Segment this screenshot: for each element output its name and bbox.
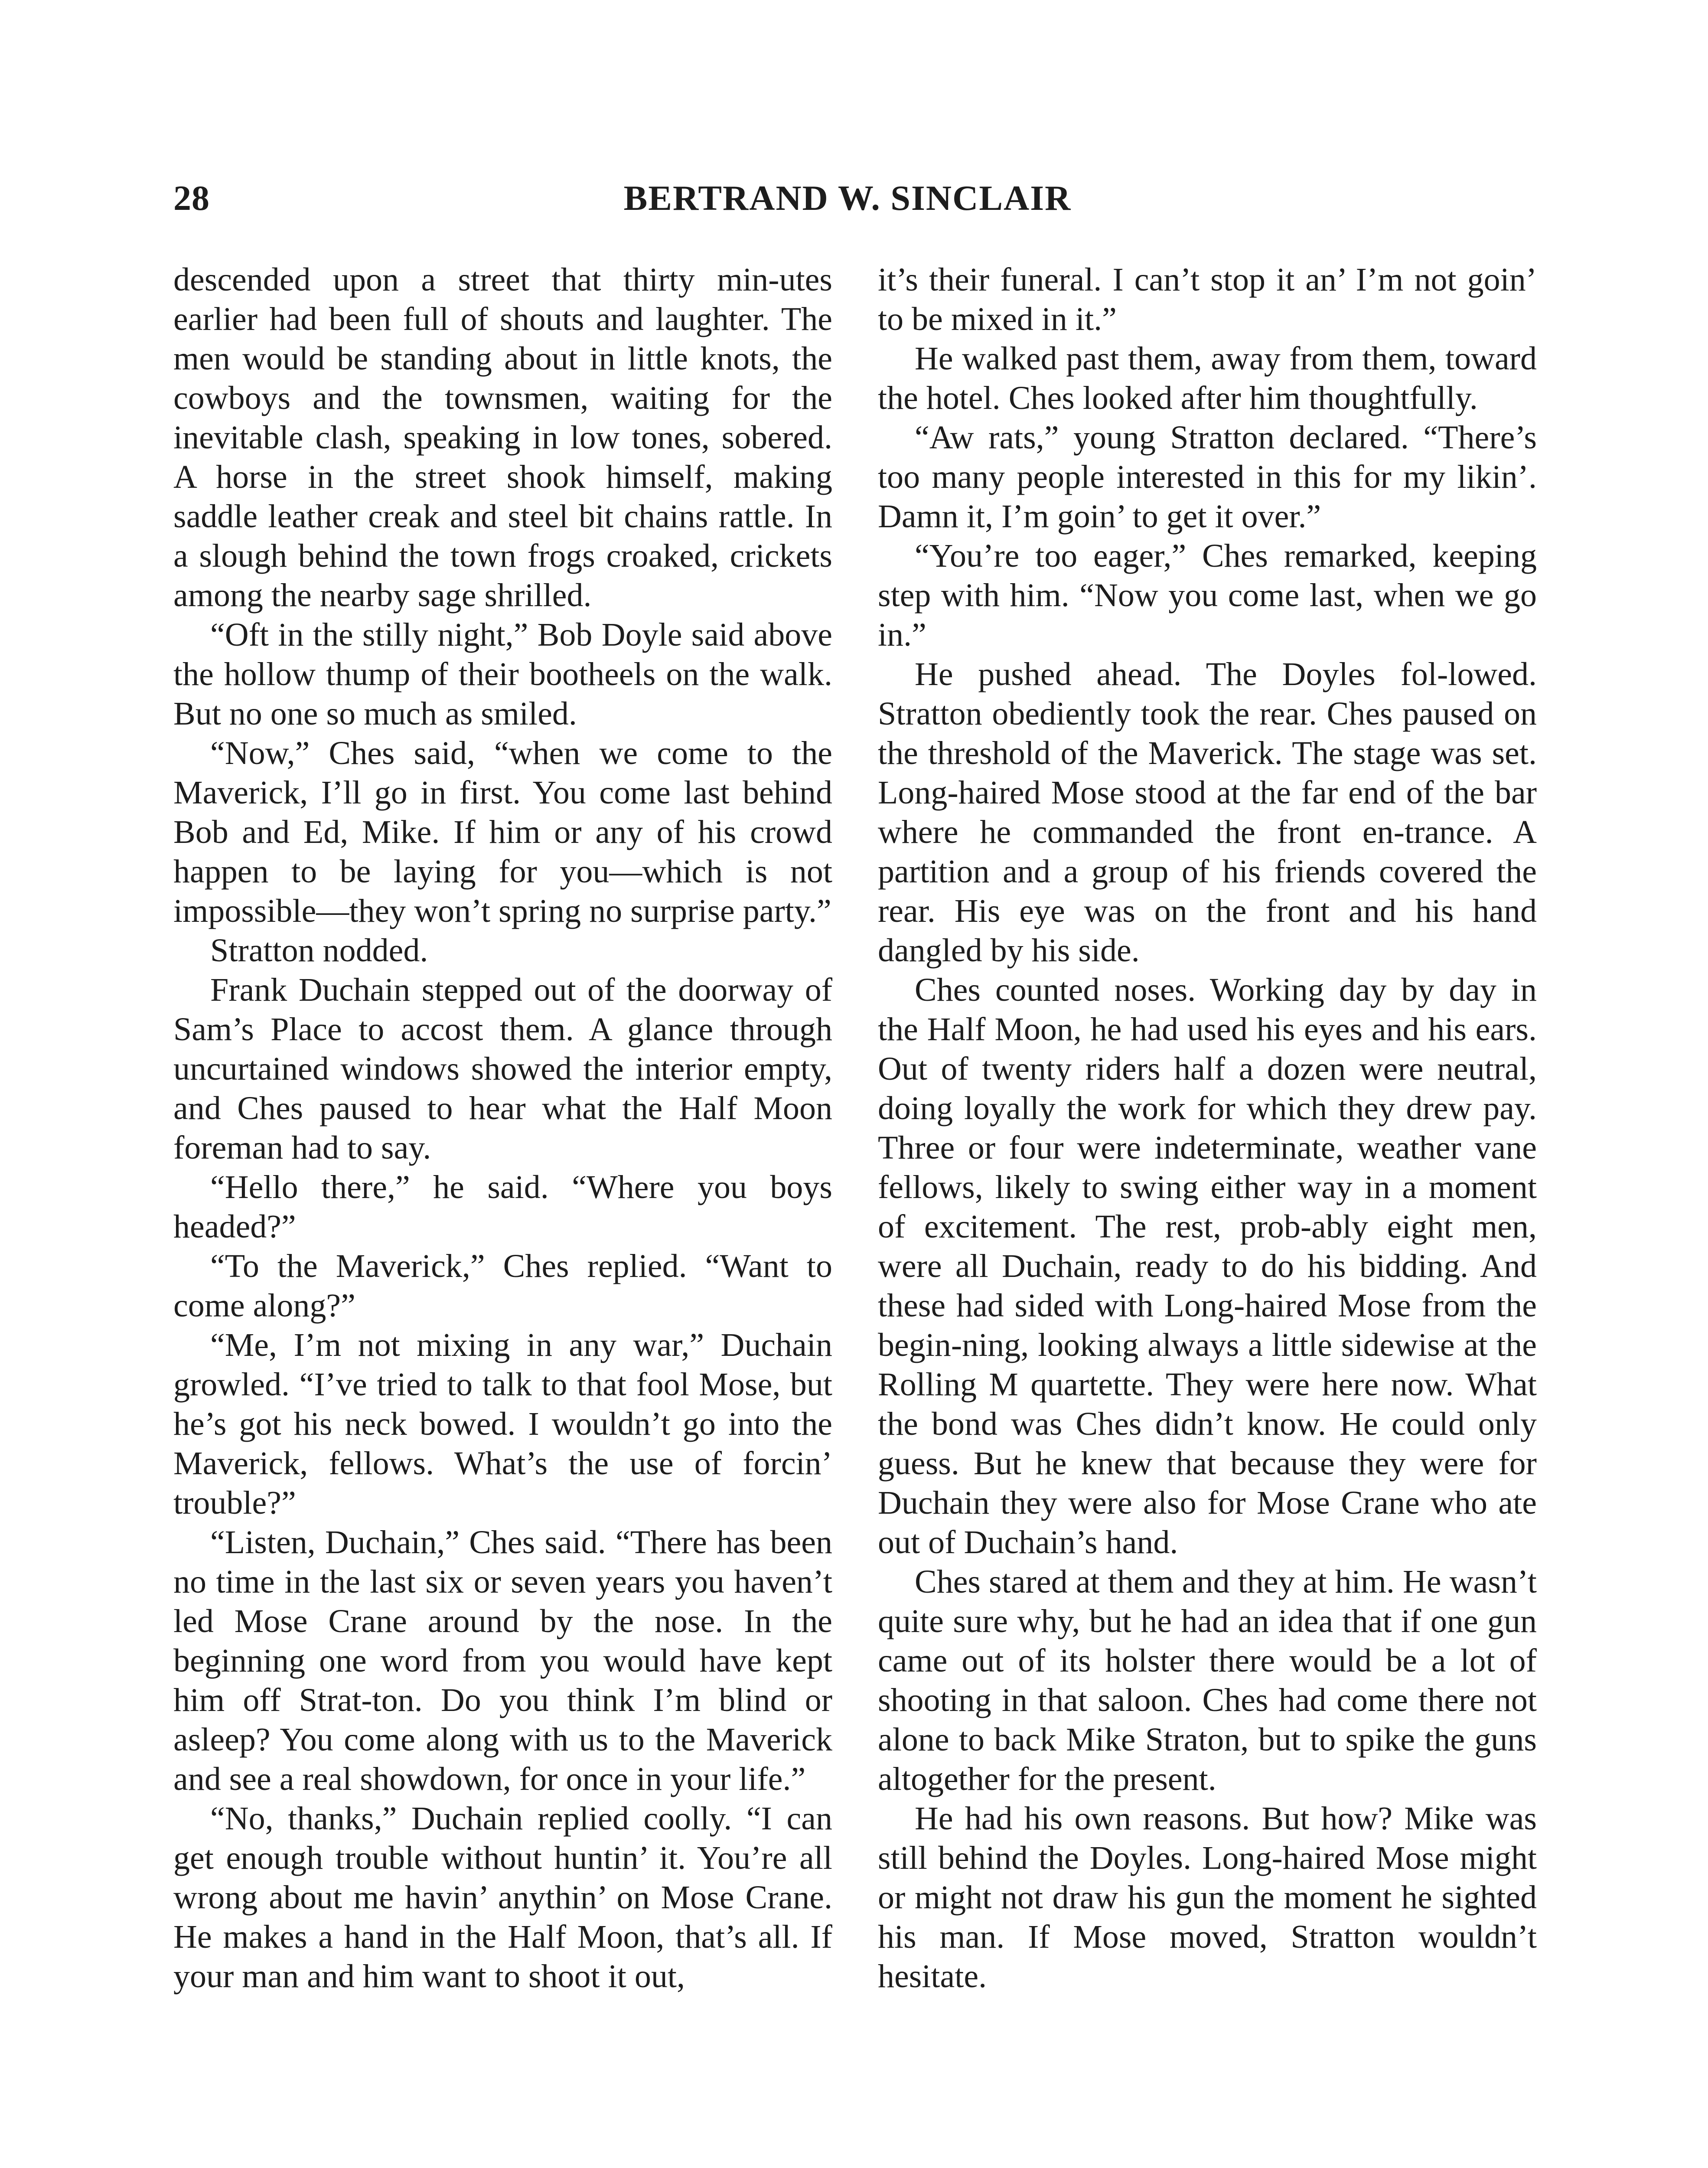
paragraph: it’s their funeral. I can’t stop it an’ I’m not goin’ to be mixed in it.” [878,261,1537,337]
paragraph: Stratton nodded. [210,932,428,969]
left-column [173,260,832,1996]
paragraph: Ches counted noses. Working day by day in the Half Moon, he had used his eyes and his ears. Out of twenty riders half a dozen were neutral, doing loyally the work for which they drew pay. Three or four were indeterminate, weather vane fellows, likely to swing either way in a moment of excitement. The rest, prob-ably eight men, were all Duchain, ready to do his bidding. And these had sided with Long-haired Mose from the begin-ning, looking always a little sidewise at the Rolling M quartette. They were here now. What the bond was Ches didn’t know. He could only guess. But he knew that because they were for Duchain they were also for Mose Crane who ate out of Duchain’s hand. [878,972,1537,1561]
paragraph: “No, thanks,” Duchain replied coolly. “I can get enough trouble without huntin’ it. You’re all wrong about me havin’ anythin’ on Mose Crane. He makes a hand in the Half Moon, that’s all. If your man and him want to shoot it out, [173,1800,832,1995]
paragraph: “Now,” Ches said, “when we come to the Maverick, I’ll go in first. You come last behind Bob and Ed, Mike. If him or any of his crowd happen to be laying for you—which is not impossible—they won’t spring no surprise party.” [173,735,832,929]
paragraph: “Oft in the stilly night,” Bob Doyle said above the hollow thump of their bootheels on the walk. But no one so much as smiled. [173,617,832,732]
paragraph: He pushed ahead. The Doyles fol-lowed. Stratton obediently took the rear. Ches paused on the threshold of the Maverick. The stage was set. Long-haired Mose stood at the far end of the bar where he commanded the front en-trance. A partition and a group of his friends covered the rear. His eye was on the front and his hand dangled by his side. [878,656,1537,969]
paragraph: Ches stared at them and they at him. He wasn’t quite sure why, but he had an idea that if one gun came out of its holster there would be a lot of shooting in that saloon. Ches had come there not alone to back Mike Straton, but to spike the guns altogether for the present. [878,1564,1537,1797]
paragraph: “Listen, Duchain,” Ches said. “There has been no time in the last six or seven years you haven’t led Mose Crane around by the nose. In the beginning one word from you would have kept him off Strat-ton. Do you think I’m blind or asleep? You come along with us to the Maverick and see a real showdown, for once in your life.” [173,1524,832,1797]
paragraph: “You’re too eager,” Ches remarked, keeping step with him. “Now you come last, when we go in.” [878,538,1537,653]
paragraph: “Me, I’m not mixing in any war,” Duchain growled. “I’ve tried to talk to that fool Mose, but he’s got his neck bowed. I wouldn’t go into the Maverick, fellows. What’s the use of forcin’ trouble?” [173,1327,832,1521]
paragraph: “Aw rats,” young Stratton declared. “There’s too many people interested in this for my likin’. Damn it, I’m goin’ to get it over.” [878,419,1537,535]
paragraph: “Hello there,” he said. “Where you boys headed?” [173,1169,832,1245]
page-number: 28 [173,178,210,218]
paragraph: descended upon a street that thirty min-utes earlier had been full of shouts and laughter. The men would be standing about in little knots, the cowboys and the townsmen, waiting for the inevitable clash, speaking in low tones, sobered. A horse in the street shook himself, making saddle leather creak and steel bit chains rattle. In a slough behind the town frogs croaked, crickets among the nearby sage shrilled. [173,261,832,614]
paragraph: He had his own reasons. But how? Mike was still behind the Doyles. Long-haired Mose might or might not draw his gun the moment he sighted his man. If Mose moved, Stratton wouldn’t hesitate. [878,1800,1537,1995]
paragraph: “To the Maverick,” Ches replied. “Want to come along?” [173,1248,832,1324]
paragraph: He walked past them, away from them, toward the hotel. Ches looked after him thoughtfully. [878,340,1537,416]
running-head: BERTRAND W. SINCLAIR [623,178,1072,218]
right-column [878,260,1537,1996]
paragraph: Frank Duchain stepped out of the doorway of Sam’s Place to accost them. A glance through uncurtained windows showed the interior empty, and Ches paused to hear what the Half Moon foreman had to say. [173,972,832,1166]
